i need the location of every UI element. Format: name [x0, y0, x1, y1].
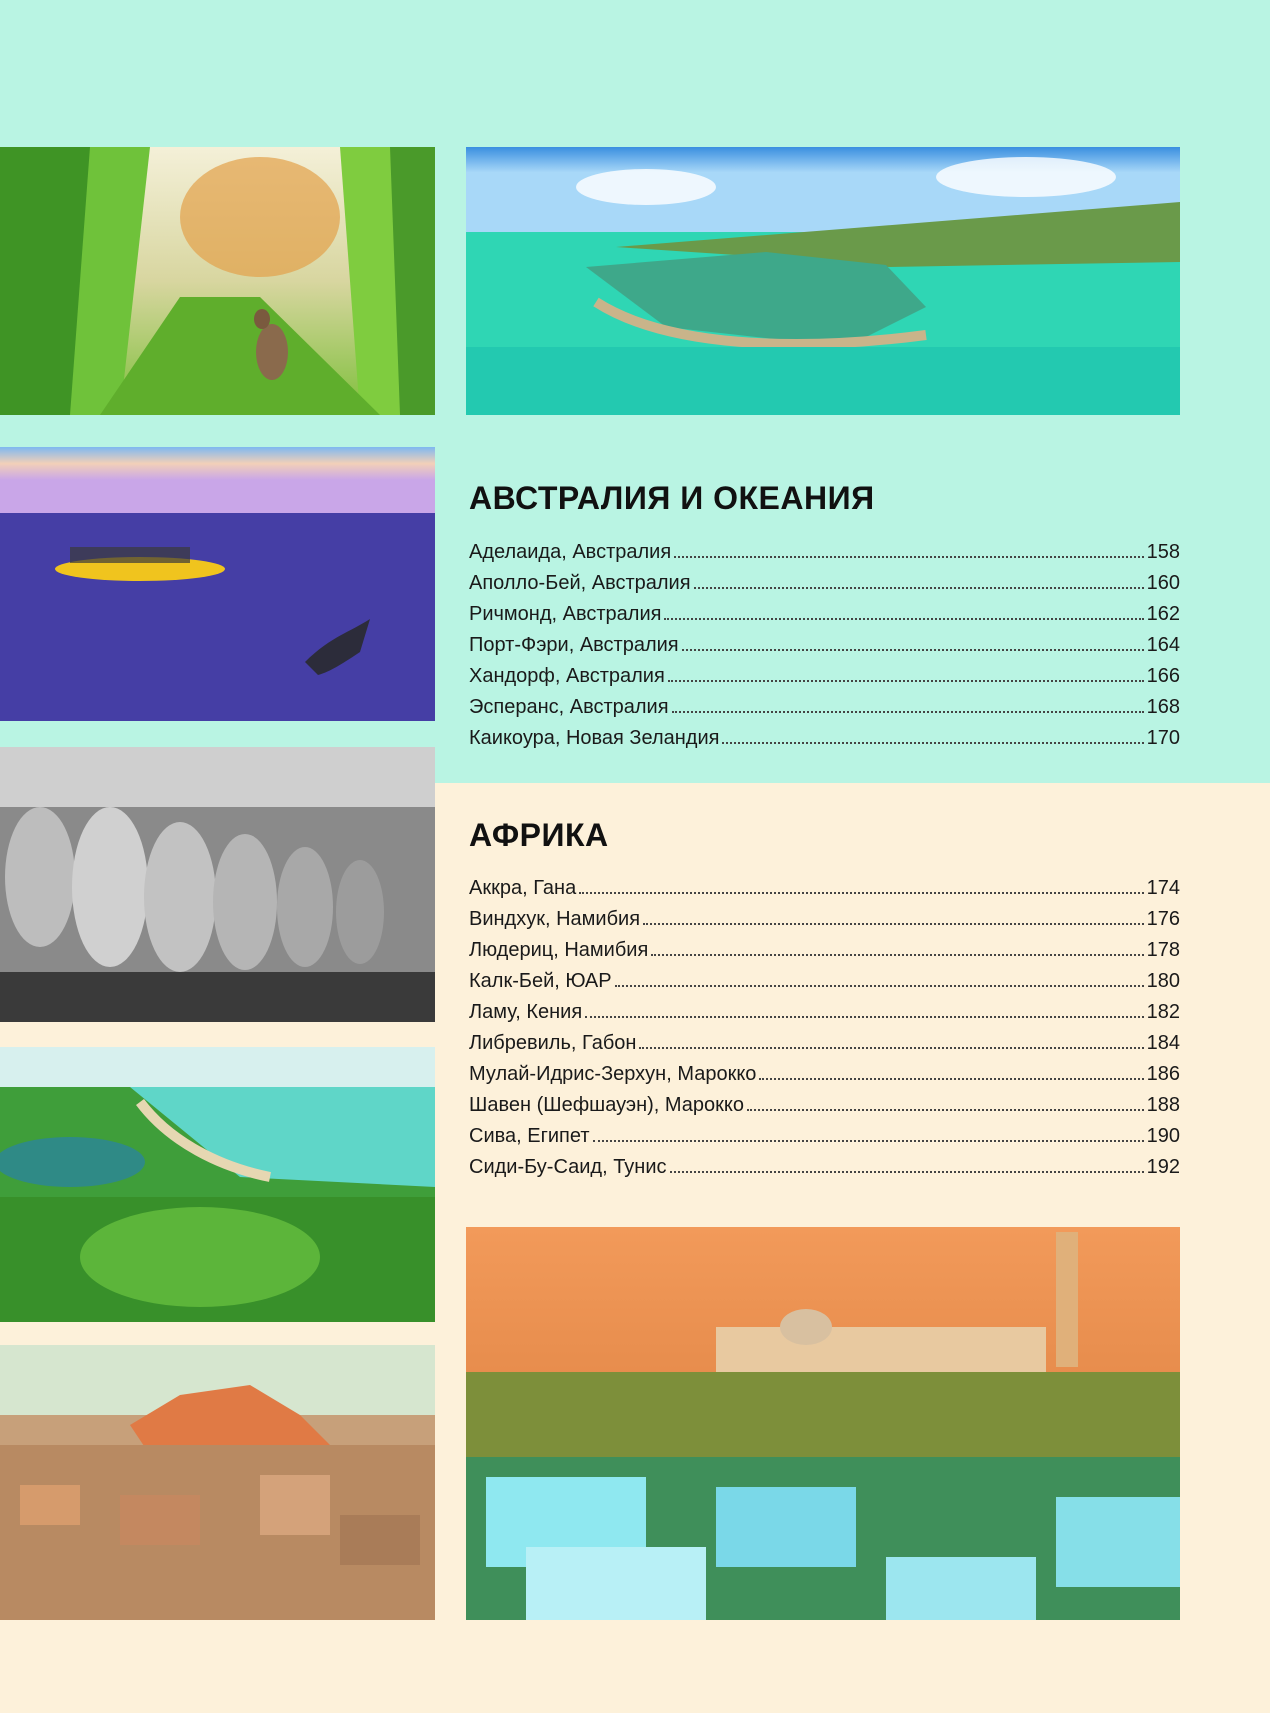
dot-leader	[674, 555, 1143, 558]
toc-entry-label: Людериц, Намибия	[469, 939, 649, 961]
toc-entry[interactable]	[469, 568, 1180, 599]
toc-entry-page: 188	[1146, 1094, 1180, 1116]
dot-leader	[615, 984, 1144, 987]
toc-entry-page: 186	[1146, 1063, 1180, 1085]
toc-entry-page: 170	[1146, 727, 1180, 749]
toc-entry-page: 166	[1146, 665, 1180, 687]
toc-list-africa	[469, 873, 1180, 1183]
toc-entry[interactable]	[469, 723, 1180, 754]
dot-leader	[682, 648, 1144, 651]
dot-leader	[579, 891, 1143, 894]
toc-entry[interactable]	[469, 935, 1180, 966]
toc-entry[interactable]	[469, 1059, 1180, 1090]
toc-entry-label: Сиди-Бу-Саид, Тунис	[469, 1156, 667, 1178]
toc-entry-page: 180	[1146, 970, 1180, 992]
dot-leader	[664, 617, 1143, 620]
toc-entry-page: 168	[1146, 696, 1180, 718]
toc-entry[interactable]	[469, 630, 1180, 661]
toc-entry[interactable]	[469, 661, 1180, 692]
toc-entry-page: 178	[1146, 939, 1180, 961]
toc-entry-page: 162	[1146, 603, 1180, 625]
toc-entry-page: 164	[1146, 634, 1180, 656]
toc-entry-page: 158	[1146, 541, 1180, 563]
toc-entry[interactable]	[469, 997, 1180, 1028]
toc-entry-page: 160	[1146, 572, 1180, 594]
toc-entry-label: Порт-Фэри, Австралия	[469, 634, 679, 656]
dot-leader	[593, 1139, 1144, 1142]
toc-entry-label: Хандорф, Австралия	[469, 665, 665, 687]
dot-leader	[747, 1108, 1144, 1111]
photo-carved-faces	[0, 747, 435, 1022]
toc-entry-label: Шавен (Шефшауэн), Марокко	[469, 1094, 744, 1116]
dot-leader	[651, 953, 1143, 956]
toc-list-australia	[469, 537, 1180, 754]
section-title-australia: АВСТРАЛИЯ И ОКЕАНИЯ	[469, 480, 875, 516]
toc-entry[interactable]	[469, 1028, 1180, 1059]
section-title-africa: АФРИКА	[469, 817, 609, 853]
toc-entry-label: Мулай-Идрис-Зерхун, Марокко	[469, 1063, 757, 1085]
dot-leader	[668, 679, 1144, 682]
toc-entry-page: 176	[1146, 908, 1180, 930]
dot-leader	[639, 1046, 1143, 1049]
toc-entry[interactable]	[469, 873, 1180, 904]
toc-entry-page: 184	[1146, 1032, 1180, 1054]
toc-entry-page: 174	[1146, 877, 1180, 899]
toc-entry-page: 192	[1146, 1156, 1180, 1178]
dot-leader	[759, 1077, 1143, 1080]
toc-entry-label: Каикоура, Новая Зеландия	[469, 727, 720, 749]
photo-tropical-coast	[0, 1047, 435, 1322]
toc-entry[interactable]	[469, 537, 1180, 568]
dot-leader	[722, 741, 1143, 744]
toc-entry-label: Аделаида, Австралия	[469, 541, 672, 563]
dot-leader	[643, 922, 1144, 925]
toc-entry-label: Ричмонд, Австралия	[469, 603, 662, 625]
dot-leader	[694, 586, 1144, 589]
toc-entry-label: Калк-Бей, ЮАР	[469, 970, 612, 992]
toc-entry[interactable]	[469, 904, 1180, 935]
toc-entry-label: Виндхук, Намибия	[469, 908, 641, 930]
photo-vineyard-kangaroo	[0, 147, 435, 415]
dot-leader	[585, 1015, 1143, 1018]
toc-entry-label: Сива, Египет	[469, 1125, 590, 1147]
photo-whale-boat	[0, 447, 435, 721]
toc-entry[interactable]	[469, 1152, 1180, 1183]
toc-entry-page: 190	[1146, 1125, 1180, 1147]
dot-leader	[670, 1170, 1144, 1173]
toc-entry[interactable]	[469, 599, 1180, 630]
dot-leader	[672, 710, 1144, 713]
toc-entry-label: Аполло-Бей, Австралия	[469, 572, 691, 594]
toc-entry[interactable]	[469, 966, 1180, 997]
photo-tunis-cityscape	[466, 1227, 1180, 1620]
toc-entry-label: Либревиль, Габон	[469, 1032, 637, 1054]
toc-entry-label: Аккра, Гана	[469, 877, 577, 899]
toc-entry-page: 182	[1146, 1001, 1180, 1023]
toc-entry[interactable]	[469, 1090, 1180, 1121]
toc-entry[interactable]	[469, 692, 1180, 723]
toc-entry[interactable]	[469, 1121, 1180, 1152]
toc-entry-label: Эсперанс, Австралия	[469, 696, 669, 718]
photo-aerial-harbor	[466, 147, 1180, 415]
photo-siwa-fortress	[0, 1345, 435, 1620]
toc-entry-label: Ламу, Кения	[469, 1001, 583, 1023]
